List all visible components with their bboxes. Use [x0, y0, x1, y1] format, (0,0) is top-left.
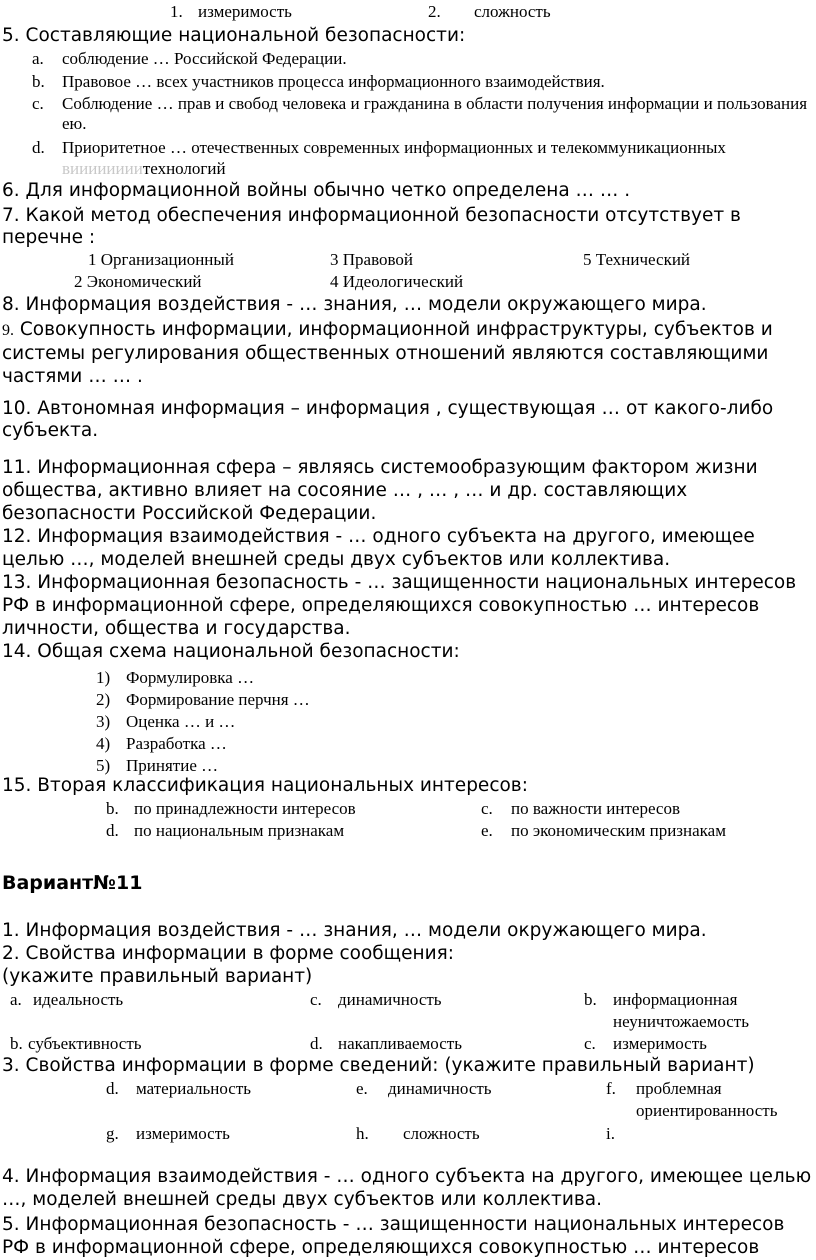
list-marker: g. — [106, 1124, 119, 1143]
option-text: сложность — [474, 2, 551, 21]
option-text: материальность — [136, 1079, 251, 1098]
option-text: субъективность — [28, 1034, 142, 1053]
list-marker: i. — [606, 1124, 615, 1143]
list-marker: b. — [106, 799, 119, 818]
question-8: 8. Информация воздействия - … знания, … модели окружающего мира. — [2, 294, 707, 315]
list-marker: d. — [32, 138, 45, 157]
option-text: Соблюдение … прав и свобод человека и гражданина в области получения информации и пользования ею. — [62, 94, 808, 133]
option-text: проблемная — [636, 1079, 722, 1098]
list-marker: b. — [32, 72, 45, 91]
list-marker: e. — [356, 1079, 368, 1098]
list-marker: c. — [481, 799, 493, 818]
question-text: Совокупность информации, информационной инфраструктуры, субъектов и системы регулирования общественных отношений являются составляющими частями … … . — [2, 319, 773, 387]
list-marker: f. — [606, 1079, 616, 1098]
question-10: 10. Автономная информация – информация , существующая … от какого-либо субъекта. — [2, 398, 774, 441]
option-text: по принадлежности интересов — [134, 799, 356, 818]
list-marker: 1) — [96, 668, 111, 687]
list-marker: c. — [310, 990, 322, 1009]
option-text: измеримость — [136, 1124, 230, 1143]
option-text: по национальным признакам — [134, 821, 345, 840]
list-marker: 2) — [96, 690, 111, 709]
list-item: Формулировка … — [126, 668, 255, 687]
list-marker: a. — [10, 990, 22, 1009]
list-item: Принятие … — [126, 756, 219, 775]
list-marker: 2. — [428, 2, 441, 21]
question-13: 13. Информационная безопасность - … защищенности национальных интересов РФ в информационной сфере, определяющихся совокупностью … интересов личности, общества и государства. — [2, 572, 797, 639]
option-text-continued: неуничтожаемость — [613, 1012, 749, 1031]
option-text: 4 Идеологический — [330, 272, 464, 291]
question-5-title: 5. Составляющие национальной безопасности: — [2, 25, 466, 46]
list-marker: c. — [584, 1034, 596, 1053]
option-text: измеримость — [613, 1034, 707, 1053]
option-text: Приоритетное … отечественных современных информационных и телекоммуникационных — [62, 138, 726, 157]
list-marker: d. — [106, 821, 119, 840]
option-text: динамичность — [388, 1079, 492, 1098]
variant-question-2-hint: (укажите правильный вариант) — [2, 966, 313, 987]
variant-question-5: 5. Информационная безопасность - … защищенности национальных интересов РФ в информационной сфере, определяющихся совокупностью … интересов — [2, 1214, 785, 1258]
option-text: по экономическим признакам — [511, 821, 726, 840]
option-text: измеримость — [198, 2, 292, 21]
list-marker: e. — [481, 821, 493, 840]
variant-question-2-title: 2. Свойства информации в форме сообщения: — [2, 943, 454, 964]
list-marker: d. — [310, 1034, 323, 1053]
option-text: идеальность — [33, 990, 124, 1009]
faint-text: вииииииии — [62, 159, 143, 178]
option-text: Правовое … всех участников процесса информационного взаимодействия. — [62, 72, 605, 91]
list-marker: 1. — [170, 2, 183, 21]
variant-heading: Вариант№11 — [2, 872, 143, 894]
question-9 — [2, 318, 814, 388]
list-marker: 3) — [96, 712, 111, 731]
list-marker: d. — [106, 1079, 119, 1098]
list-marker: b. — [10, 1034, 23, 1053]
list-marker: b. — [584, 990, 597, 1009]
question-12: 12. Информация взаимодействия - … одного субъекта на другого, имеющее целью …, моделей внешней среды двух субъектов или коллектива. — [2, 526, 755, 570]
option-text: 2 Экономический — [74, 272, 202, 291]
option-text: 5 Технический — [583, 250, 691, 269]
question-7-title: 7. Какой метод обеспечения информационной безопасности отсутствует в перечне : — [2, 205, 741, 248]
list-marker: c. — [32, 94, 44, 113]
question-number: 9. — [2, 322, 14, 339]
list-item: Разработка … — [126, 734, 227, 753]
list-marker: a. — [32, 49, 44, 68]
variant-question-4: 4. Информация взаимодействия - … одного субъекта на другого, имеющее целью …, моделей внешней среды двух субъектов или коллектива. — [2, 1166, 812, 1210]
question-11: 11. Информационная сфера – являясь системообразующим фактором жизни общества, активно влияет на сосояние … , … , … и др. составляющих безопасности Российской Федерации. — [2, 457, 758, 524]
variant-question-1: 1. Информация воздействия - … знания, … модели окружающего мира. — [2, 920, 707, 941]
question-15-title: 15. Вторая классификация национальных интересов: — [2, 775, 528, 796]
list-marker: 5) — [96, 756, 111, 775]
list-item: Оценка … и … — [126, 712, 236, 731]
variant-question-3-title: 3. Свойства информации в форме сведений: (укажите правильный вариант) — [2, 1055, 755, 1076]
option-text: 1 Организационный — [88, 250, 234, 269]
option-text-continued — [62, 159, 226, 179]
option-text: технологий — [142, 159, 226, 178]
question-6: 6. Для информационной войны обычно четко определена … … . — [2, 180, 631, 201]
list-item: Формирование перчня … — [126, 690, 310, 709]
option-text: сложность — [403, 1124, 480, 1143]
option-text: соблюдение … Российской Федерации. — [62, 49, 347, 68]
list-marker: h. — [356, 1124, 369, 1143]
option-text: накапливаемость — [338, 1034, 462, 1053]
option-text-continued: ориентированность — [636, 1101, 778, 1120]
option-text: 3 Правовой — [330, 250, 413, 269]
question-14-title: 14. Общая схема национальной безопасности: — [2, 641, 460, 662]
option-text: информационная — [613, 990, 738, 1009]
list-marker: 4) — [96, 734, 111, 753]
option-text: по важности интересов — [511, 799, 680, 818]
option-text: динамичность — [338, 990, 442, 1009]
